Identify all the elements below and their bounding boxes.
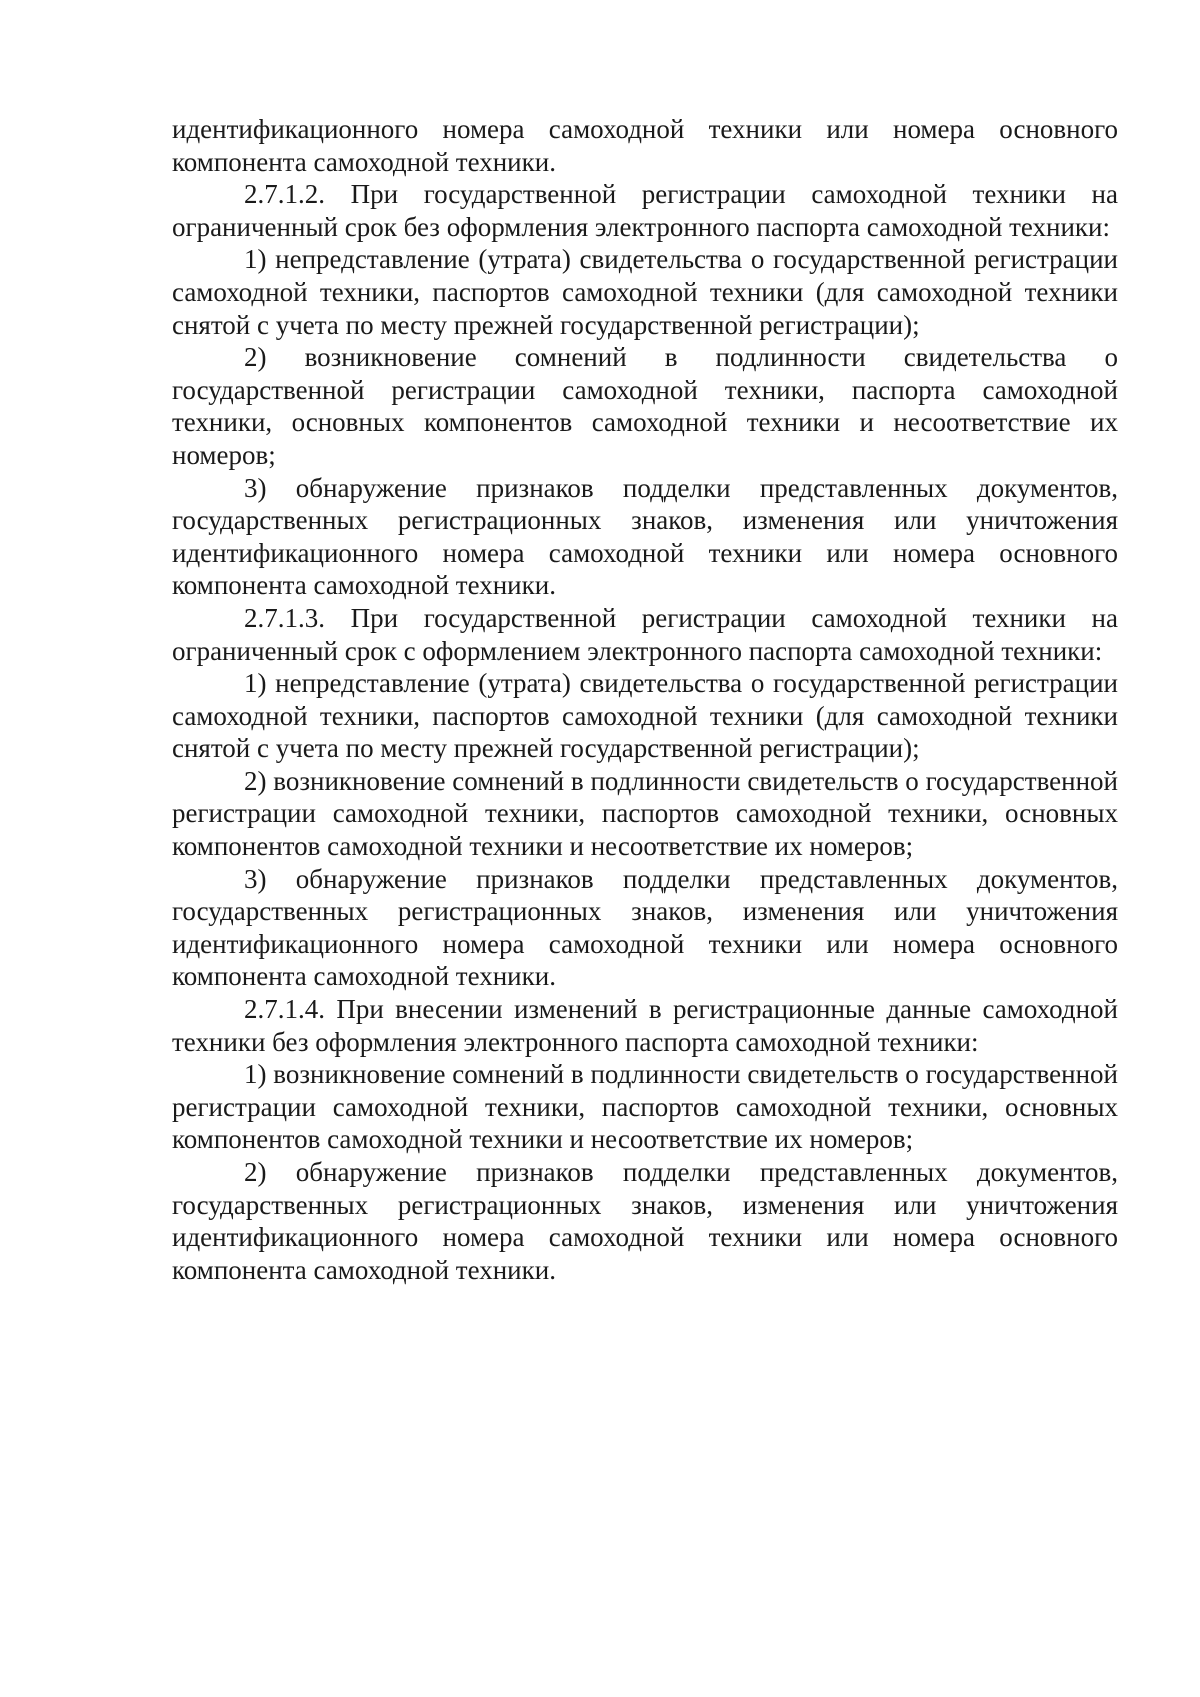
document-body: [172, 113, 1118, 1286]
list-item-3: 3) обнаружение признаков подделки представленных документов, государственных регистрационных знаков, изменения или уничтожения идентификационного номера самоходной техники или номера основного компонента самоходной техники.: [172, 863, 1118, 992]
list-item-1: 1) непредставление (утрата) свидетельства о государственной регистрации самоходной техники, паспортов самоходной техники (для самоходной техники снятой с учета по месту прежней государственной регистрации);: [172, 244, 1118, 340]
paragraph-section-2-7-1-3: 2.7.1.3. При государственной регистрации самоходной техники на ограниченный срок с оформлением электронного паспорта самоходной техники:: [172, 602, 1118, 666]
list-item-1: 1) возникновение сомнений в подлинности свидетельств о государственной регистрации самоходной техники, паспортов самоходной техники, основных компонентов самоходной техники и несоответствие их номеров;: [172, 1059, 1118, 1155]
list-item-1: 1) непредставление (утрата) свидетельства о государственной регистрации самоходной техники, паспортов самоходной техники (для самоходной техники снятой с учета по месту прежней государственной регистрации);: [172, 668, 1118, 764]
list-item-2: 2) возникновение сомнений в подлинности свидетельств о государственной регистрации самоходной техники, паспортов самоходной техники, основных компонентов самоходной техники и несоответствие их номеров;: [172, 765, 1118, 862]
list-item-3: 3) обнаружение признаков подделки представленных документов, государственных регистрационных знаков, изменения или уничтожения идентификационного номера самоходной техники или номера основного компонента самоходной техники.: [172, 472, 1118, 601]
paragraph-section-2-7-1-4: 2.7.1.4. При внесении изменений в регистрационные данные самоходной техники без оформления электронного паспорта самоходной техники:: [172, 994, 1118, 1057]
paragraph-continuation: идентификационного номера самоходной техники или номера основного компонента самоходной техники.: [172, 114, 1118, 177]
list-item-2: 2) обнаружение признаков подделки представленных документов, государственных регистрационных знаков, изменения или уничтожения идентификационного номера самоходной техники или номера основного компонента самоходной техники.: [172, 1157, 1118, 1285]
paragraph-section-2-7-1-2: 2.7.1.2. При государственной регистрации самоходной техники на ограниченный срок без оформления электронного паспорта самоходной техники:: [172, 179, 1118, 242]
list-item-2: 2) возникновение сомнений в подлинности свидетельства о государственной регистрации самоходной техники, паспорта самоходной техники, основных компонентов самоходной техники и несоответствие их номеров;: [172, 342, 1118, 470]
